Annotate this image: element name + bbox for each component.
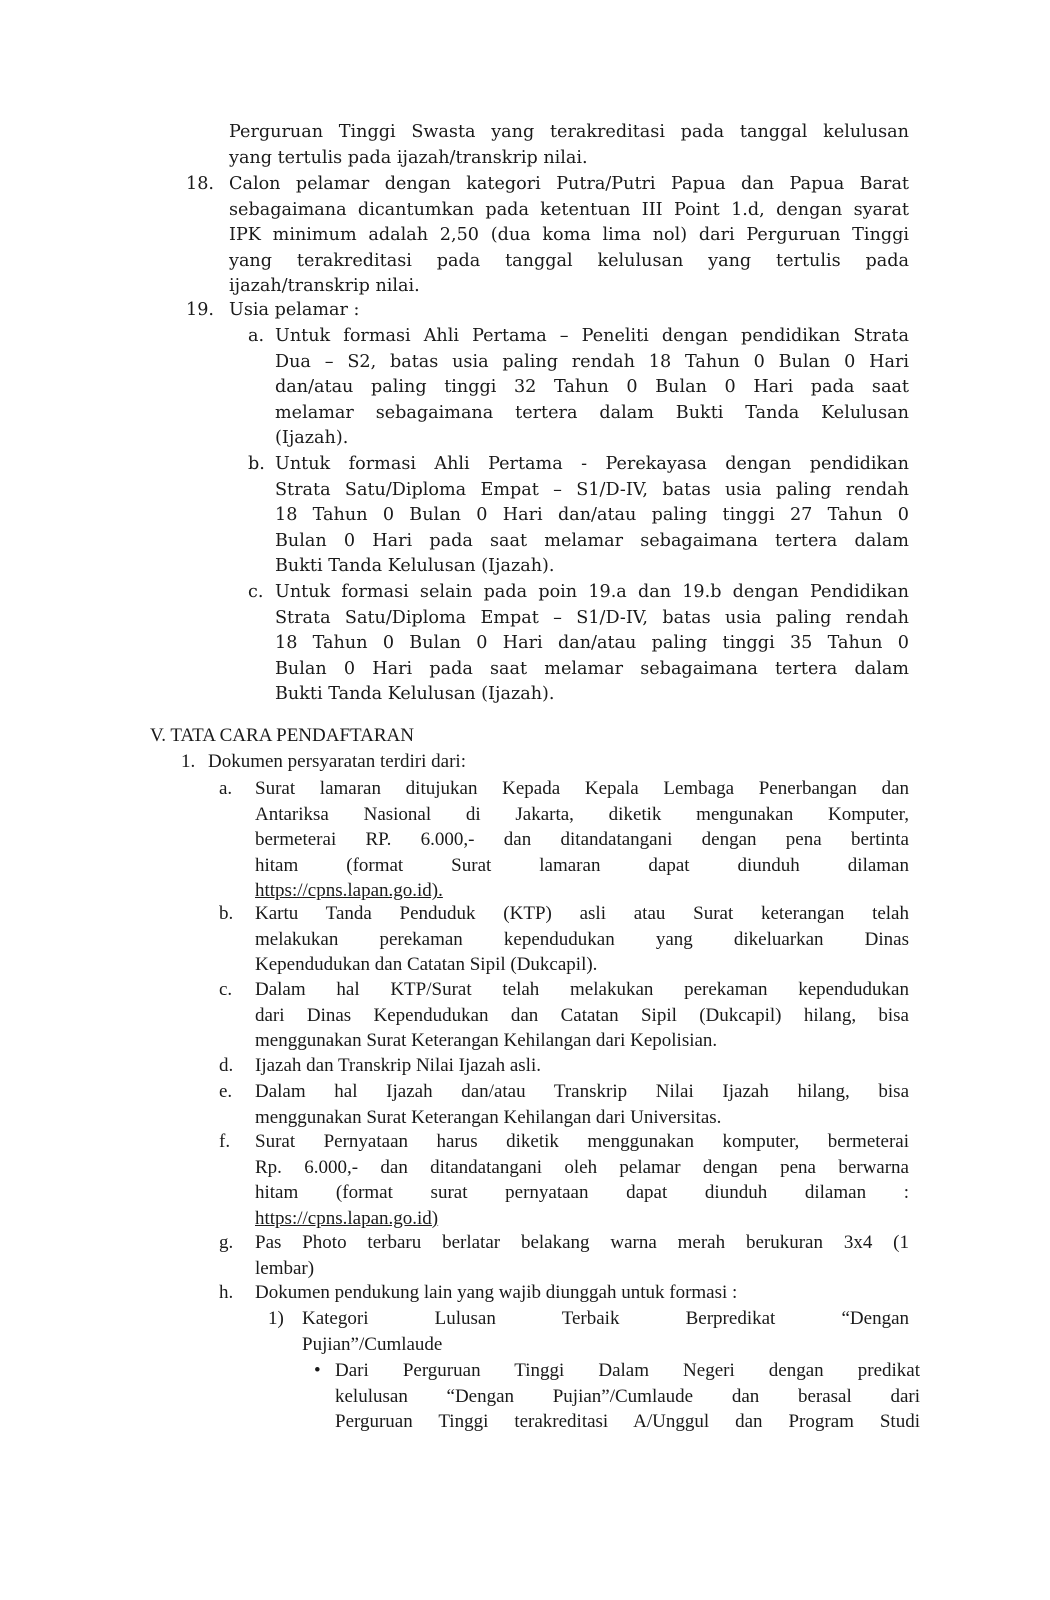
- item-19a-letter: a.: [248, 326, 265, 346]
- item-18-text: Calon pelamar dengan kategori Putra/Putri Papua dan Papua Barat sebagaimana dicantumkan pada ketentuan III Point 1.d, dengan syarat IPK minimum adalah 2,50 (dua koma lima nol) dari Perguruan Tinggi yang terakreditasi pada tanggal kelulusan yang tertulis pada ijazah/transkrip nilai.: [229, 174, 909, 297]
- link-cpns-lapan[interactable]: https://cpns.lapan.go.id).: [255, 880, 443, 902]
- item-19c-letter: c.: [248, 582, 264, 602]
- item-1a-text: Surat lamaran ditujukan Kepada Kepala Lembaga Penerbangan dan Antariksa Nasional di Jakarta, diketik mengunakan Komputer, bermeterai RP. 6.000,- dan ditandatangani dengan pena bertinta hitam (format Surat lamaran dapat diunduh dilaman https://cpns.lapan.go.id).: [255, 776, 909, 904]
- bullet-icon: •: [314, 1360, 321, 1381]
- item-19b-text: Untuk formasi Ahli Pertama - Perekayasa dengan pendidikan Strata Satu/Diploma Empat – S1/D-IV, batas usia paling rendah 18 Tahun 0 Bulan 0 Hari dan/atau paling tinggi 27 Tahun 0 Bulan 0 Hari pada saat melamar sebagaimana tertera dalam Bukti Tanda Kelulusan (Ijazah).: [275, 454, 909, 577]
- item-1b-text: Kartu Tanda Penduduk (KTP) asli atau Surat keterangan telah melakukan perekaman kependudukan yang dikeluarkan Dinas Kependudukan dan Catatan Sipil (Dukcapil).: [255, 903, 909, 976]
- item-1a-letter: a.: [219, 778, 233, 799]
- item-number-18: 18.: [186, 174, 214, 194]
- item-1c-letter: c.: [219, 979, 233, 1000]
- section-title: V. TATA CARA PENDAFTARAN: [150, 725, 414, 746]
- item-1g-letter: g.: [219, 1232, 234, 1253]
- item-1h-1-number: 1): [268, 1308, 284, 1329]
- item-1c-text: Dalam hal KTP/Surat telah melakukan perekaman kependudukan dari Dinas Kependudukan dan Catatan Sipil (Dukcapil) hilang, bisa menggunakan Surat Keterangan Kehilangan dari Kepolisian.: [255, 979, 909, 1052]
- item-1h-letter: h.: [219, 1282, 234, 1303]
- item-1-label: Dokumen persyaratan terdiri dari:: [208, 751, 466, 772]
- paragraph-continuation: Perguruan Tinggi Swasta yang terakreditasi pada tanggal kelulusan yang tertulis pada ijazah/transkrip nilai.: [229, 122, 909, 168]
- item-19a-text: Untuk formasi Ahli Pertama – Peneliti dengan pendidikan Strata Dua – S2, batas usia paling rendah 18 Tahun 0 Bulan 0 Hari dan/atau paling tinggi 32 Tahun 0 Bulan 0 Hari pada saat melamar sebagaimana tertera dalam Bukti Tanda Kelulusan (Ijazah).: [275, 326, 909, 449]
- item-19b-letter: b.: [248, 454, 265, 474]
- item-1d-letter: d.: [219, 1055, 234, 1076]
- item-1f-text: Surat Pernyataan harus diketik menggunakan komputer, bermeterai Rp. 6.000,- dan ditandatangani oleh pelamar dengan pena berwarna hitam (format surat pernyataan dapat diunduh dilaman : https://cpns.lapan.go.id): [255, 1129, 909, 1231]
- item-number-19: 19.: [186, 300, 214, 320]
- bullet-item-text: Dari Perguruan Tinggi Dalam Negeri dengan predikat kelulusan “Dengan Pujian”/Cumlaude dan berasal dari Perguruan Tinggi terakreditasi A/Unggul dan Program Studi: [335, 1360, 920, 1433]
- item-1h-1-text: Kategori Lulusan Terbaik Berpredikat “Dengan Pujian”/Cumlaude: [302, 1308, 909, 1355]
- item-1g-text: Pas Photo terbaru berlatar belakang warna merah berukuran 3x4 (1 lembar): [255, 1232, 909, 1279]
- item-1f-letter: f.: [219, 1131, 231, 1152]
- link-cpns-lapan-2[interactable]: https://cpns.lapan.go.id): [255, 1207, 439, 1229]
- item-1h-text: Dokumen pendukung lain yang wajib diunggah untuk formasi :: [255, 1282, 738, 1303]
- item-1b-letter: b.: [219, 903, 234, 924]
- item-19-label: Usia pelamar :: [229, 300, 360, 320]
- item-1d-text: Ijazah dan Transkrip Nilai Ijazah asli.: [255, 1055, 541, 1076]
- item-1e-text: Dalam hal Ijazah dan/atau Transkrip Nilai Ijazah hilang, bisa menggunakan Surat Keterangan Kehilangan dari Universitas.: [255, 1081, 909, 1128]
- item-number-1: 1.: [181, 751, 196, 772]
- item-19c-text: Untuk formasi selain pada poin 19.a dan 19.b dengan Pendidikan Strata Satu/Diploma Empat – S1/D-IV, batas usia paling rendah 18 Tahun 0 Bulan 0 Hari dan/atau paling tinggi 35 Tahun 0 Bulan 0 Hari pada saat melamar sebagaimana tertera dalam Bukti Tanda Kelulusan (Ijazah).: [275, 582, 909, 705]
- item-1e-letter: e.: [219, 1081, 233, 1102]
